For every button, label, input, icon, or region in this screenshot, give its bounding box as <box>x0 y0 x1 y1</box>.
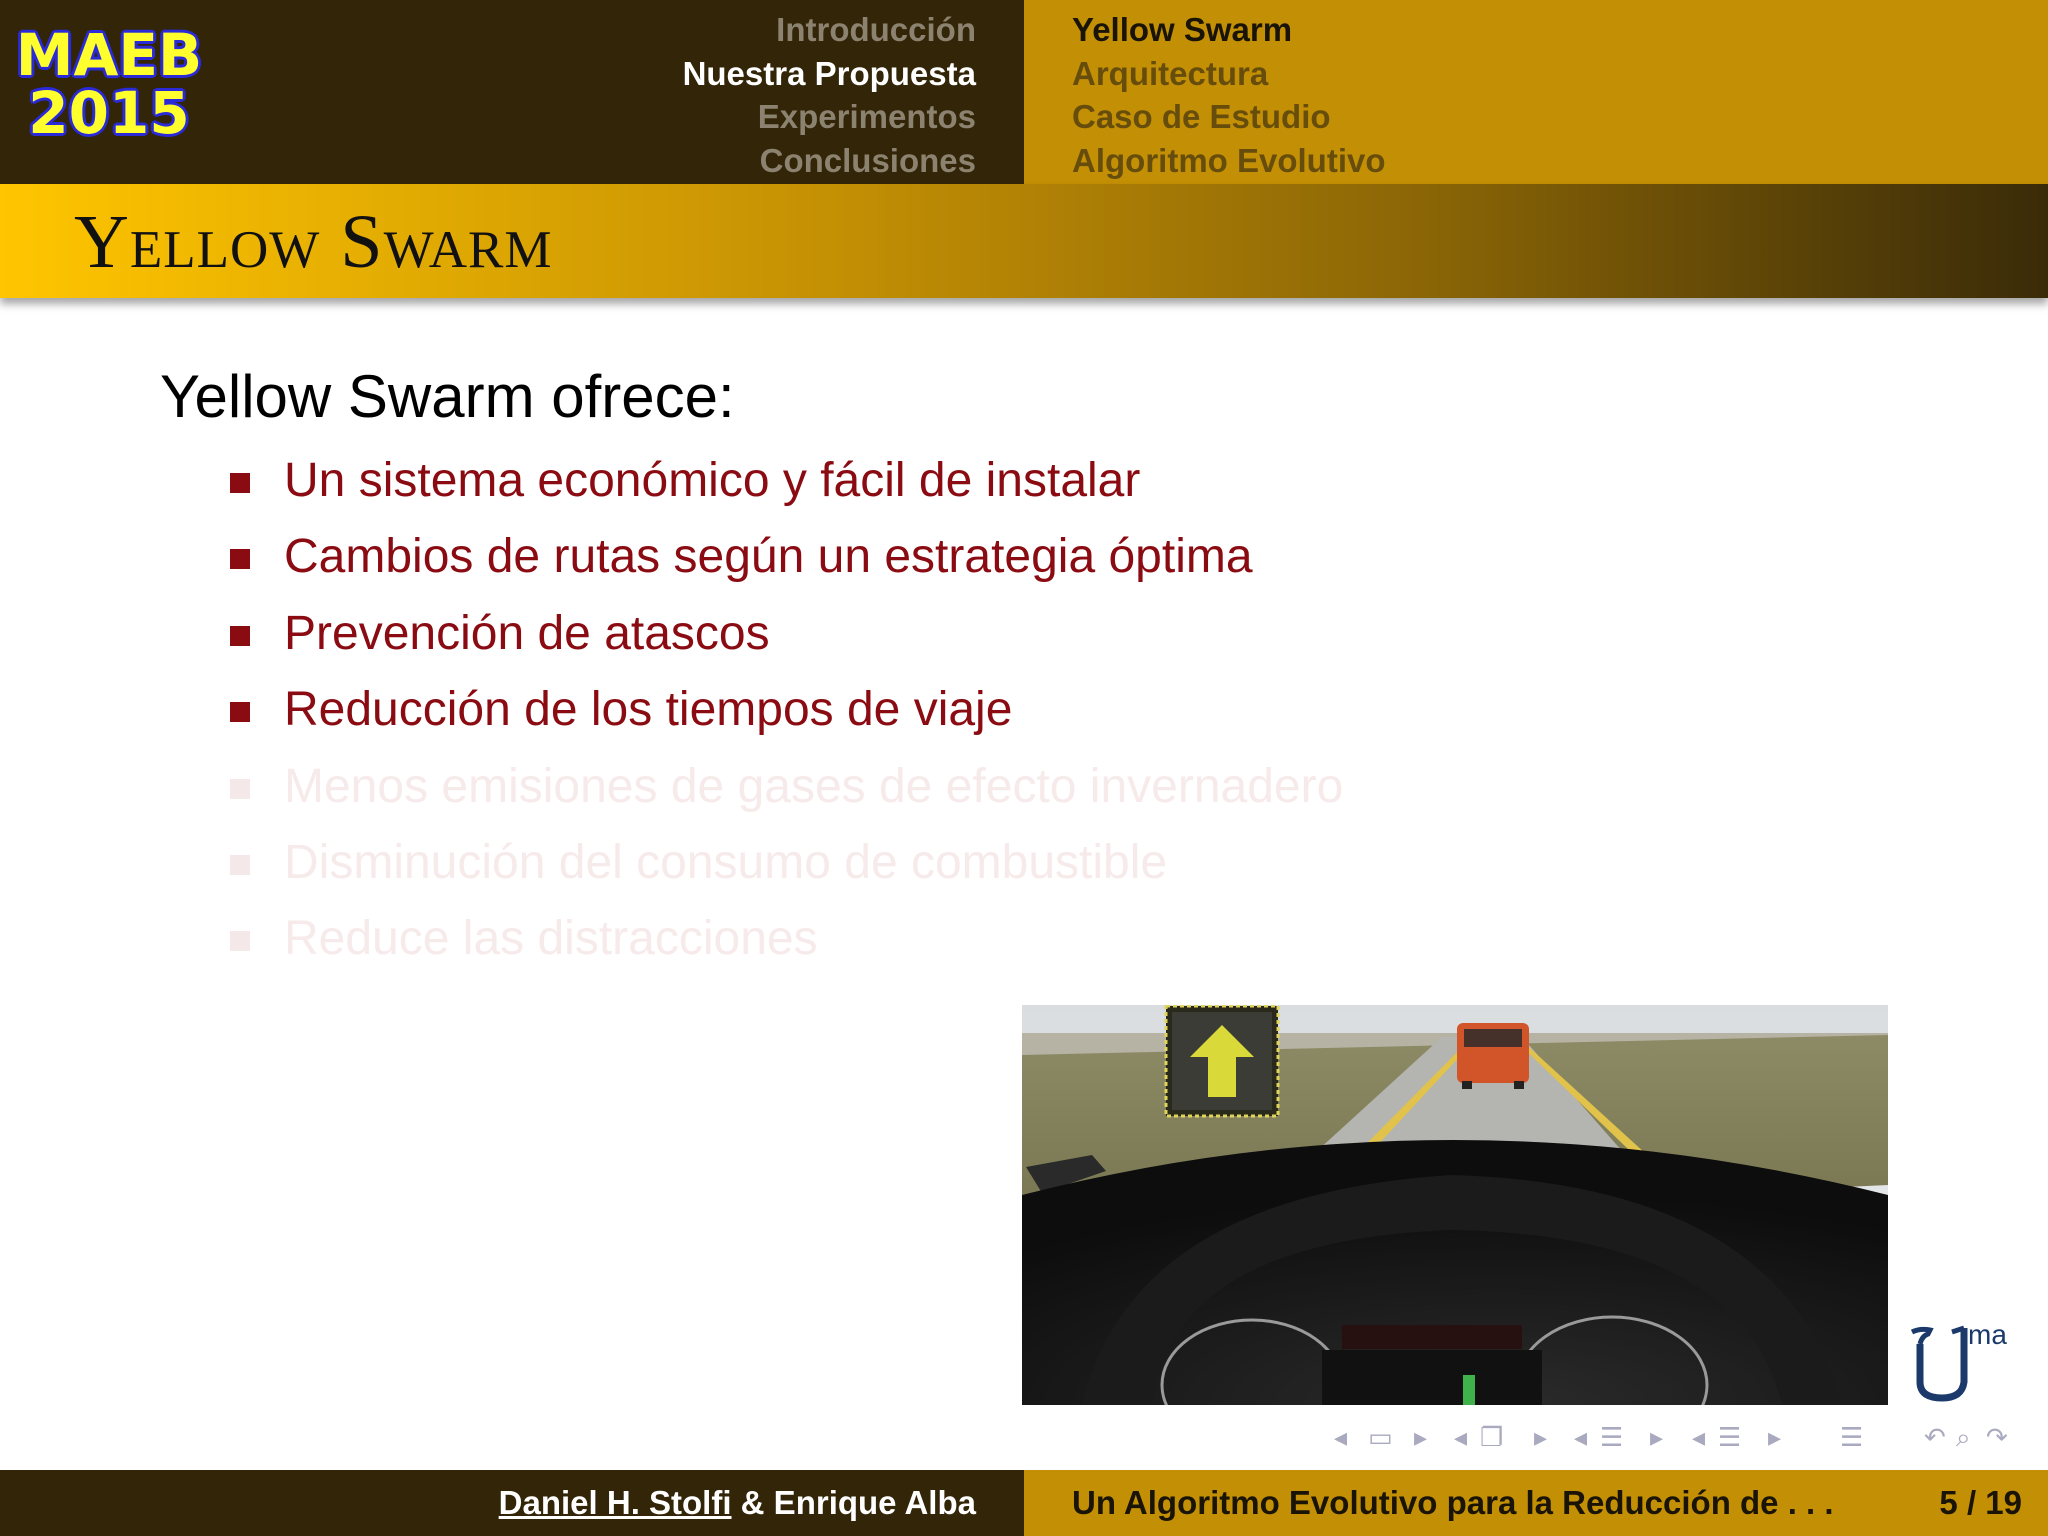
section-nav <box>683 8 976 182</box>
bullet-square-icon <box>230 855 250 875</box>
bullet-square-icon <box>230 779 250 799</box>
list-item <box>228 672 1343 748</box>
author-link[interactable]: Daniel H. Stolfi <box>498 1484 732 1521</box>
nav-left-arrow-icon[interactable]: ◂ <box>1454 1422 1468 1452</box>
list-item-faded <box>228 749 1343 825</box>
bullet-text: Reduce las distracciones <box>284 912 818 966</box>
bullet-text: Disminución del consumo de combustible <box>284 835 1168 889</box>
nav-right-arrow-icon[interactable]: ▸ <box>1650 1422 1664 1452</box>
maeb-logo <box>14 21 204 147</box>
nav-left-arrow-icon[interactable]: ◂ <box>1334 1422 1348 1452</box>
subsection-icon[interactable]: ❐ <box>1480 1422 1504 1452</box>
footer-title: Un Algoritmo Evolutivo para la Reducción de . . . <box>1072 1484 1834 1521</box>
section-experimentos[interactable]: Experimentos <box>757 98 976 135</box>
section-conclusiones[interactable]: Conclusiones <box>759 141 976 179</box>
list-item <box>228 443 1343 519</box>
search-icon[interactable]: ⌕ <box>1956 1422 1971 1452</box>
logo-line-1: MAEB <box>15 21 203 89</box>
logo-line-2: 2015 <box>28 79 190 147</box>
lead-text: Yellow Swarm ofrece: <box>160 363 735 430</box>
section-nuestra-propuesta[interactable]: Nuestra Propuesta <box>682 54 976 92</box>
section-icon[interactable]: ☰ <box>1718 1422 1742 1452</box>
nav-right-arrow-icon[interactable]: ▸ <box>1768 1422 1782 1452</box>
bullet-square-icon <box>230 702 250 722</box>
subsection-arquitectura[interactable]: Arquitectura <box>1072 54 1269 92</box>
authors-rest: & Enrique Alba <box>731 1484 976 1521</box>
subsection-caso-de-estudio[interactable]: Caso de Estudio <box>1072 98 1331 135</box>
bullet-square-icon <box>230 473 250 493</box>
uma-logo <box>1906 1320 2016 1410</box>
footer-authors <box>499 1483 976 1523</box>
dashboard-photo <box>1022 1005 1888 1405</box>
bullet-text: Reducción de los tiempos de viaje <box>284 683 1013 737</box>
bullet-text: Menos emisiones de gases de efecto invernadero <box>284 759 1344 813</box>
forward-icon[interactable]: ↷ <box>1986 1422 2008 1452</box>
bullet-text: Prevención de atascos <box>284 606 770 660</box>
list-item <box>228 596 1343 672</box>
nav-right-arrow-icon[interactable]: ▸ <box>1414 1422 1428 1452</box>
back-icon[interactable]: ↶ <box>1924 1422 1946 1452</box>
list-item-faded <box>228 901 1343 977</box>
nav-left-arrow-icon[interactable]: ◂ <box>1692 1422 1706 1452</box>
bullet-text: Un sistema económico y fácil de instalar <box>284 454 1141 507</box>
bullet-square-icon <box>230 549 250 569</box>
subsection-nav <box>1072 8 1386 182</box>
subsection-algoritmo-evolutivo[interactable]: Algoritmo Evolutivo <box>1072 141 1386 179</box>
bullet-square-icon <box>230 931 250 951</box>
beamer-navigation <box>1330 1422 2030 1458</box>
page-number: 5 / 19 <box>1939 1484 2022 1521</box>
list-item <box>228 519 1343 595</box>
subsection-yellow-swarm[interactable]: Yellow Swarm <box>1072 11 1293 48</box>
frame-icon[interactable]: ▭ <box>1368 1422 1393 1452</box>
uma-logo-text: ma <box>1968 1320 2007 1350</box>
nav-right-arrow-icon[interactable]: ▸ <box>1534 1422 1548 1452</box>
section-introduccion[interactable]: Introducción <box>776 11 976 48</box>
bullet-text: Cambios de rutas según un estrategia óptima <box>284 530 1253 584</box>
bullet-list <box>228 443 1343 978</box>
nav-left-arrow-icon[interactable]: ◂ <box>1574 1422 1588 1452</box>
list-item-faded <box>228 825 1343 901</box>
frame-title: Yellow Swarm <box>74 200 553 284</box>
bullet-square-icon <box>230 626 250 646</box>
section-icon[interactable]: ☰ <box>1600 1422 1624 1452</box>
title-bar <box>0 184 2048 298</box>
document-icon[interactable]: ☰ <box>1840 1422 1864 1452</box>
